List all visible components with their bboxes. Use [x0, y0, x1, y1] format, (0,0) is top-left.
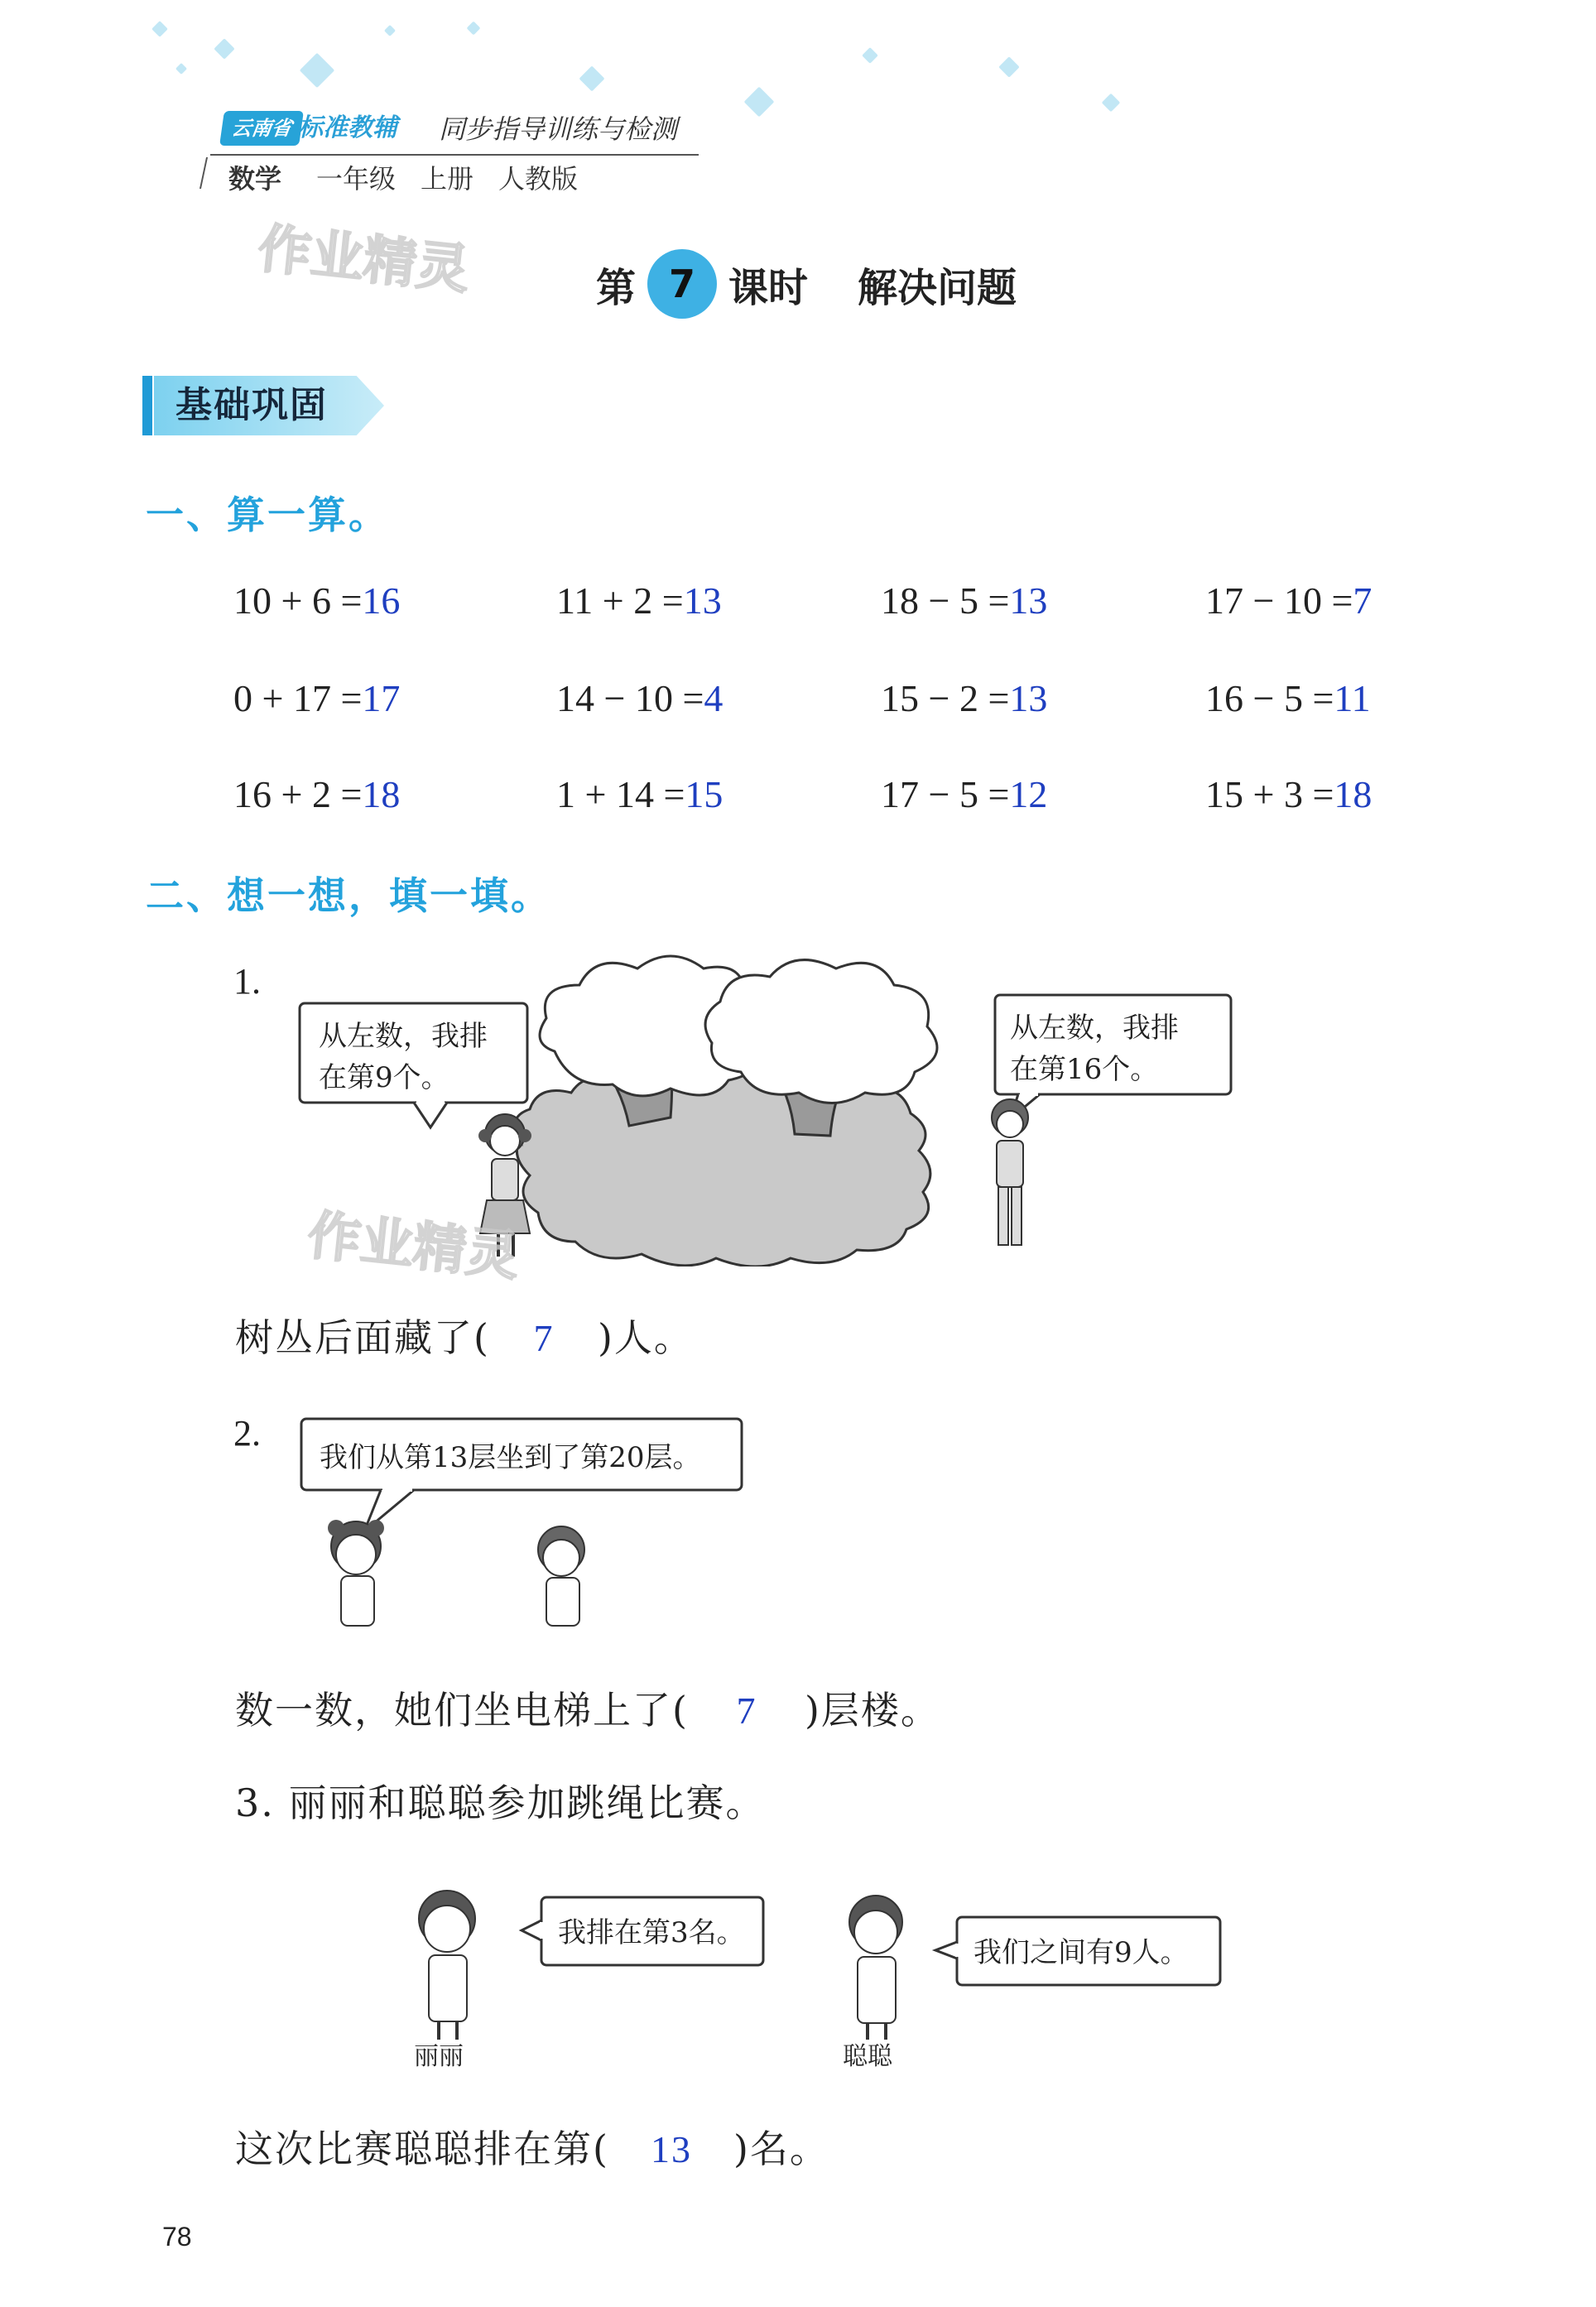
equation-answer: 17 — [362, 677, 401, 719]
question-1-title: 一、算一算。 — [146, 493, 389, 537]
girl-figure-1 — [328, 1520, 384, 1626]
bubble-elevator-text: 我们从第13层坐到了第20层。 — [320, 1441, 701, 1474]
bush-shape — [515, 1067, 930, 1266]
problem-3-answer: 13 — [650, 2128, 692, 2170]
problem-3-prompt: 3. 丽丽和聪聪参加跳绳比赛。 — [235, 1781, 766, 1825]
equation: 1 + 14 =15 — [556, 773, 723, 815]
series-subtitle: 同步指导训练与检测 — [439, 113, 678, 145]
problem-3-number: 3. — [235, 1781, 275, 1825]
equation-answer: 13 — [683, 579, 722, 622]
equation-answer: 13 — [1009, 677, 1048, 719]
equation-answer: 18 — [362, 773, 401, 815]
equation: 0 + 17 =17 — [233, 677, 401, 719]
page-number: 78 — [162, 2222, 192, 2252]
equation: 16 − 5 =11 — [1205, 677, 1371, 719]
lesson-topic: 解决问题 — [858, 264, 1017, 311]
equation-answer: 16 — [362, 579, 401, 622]
equation: 14 − 10 =4 — [556, 677, 723, 719]
congcong-figure — [849, 1896, 902, 2040]
problem-1-sentence: 树丛后面藏了( 7 )人。 — [235, 1315, 694, 1360]
book-volume: 上册 — [421, 163, 474, 195]
series-badge: 云南省 — [219, 111, 304, 146]
name-congcong: 聪聪 — [843, 2042, 892, 2071]
section-banner — [142, 376, 384, 435]
problem-1-number: 1. — [233, 961, 261, 1002]
equation: 15 + 3 =18 — [1205, 773, 1372, 815]
name-lili: 丽丽 — [414, 2042, 464, 2071]
equation-answer: 7 — [1353, 579, 1372, 622]
equation-answer: 15 — [685, 773, 723, 815]
equation-answer: 18 — [1334, 773, 1372, 815]
book-subject: 数学 — [228, 163, 282, 195]
book-grade: 一年级 — [316, 163, 397, 195]
watermark-middle: 作业精灵 — [305, 1204, 522, 1289]
lesson-title — [596, 247, 1017, 321]
equation: 15 − 2 =13 — [881, 677, 1048, 719]
lesson-prefix: 第 — [596, 264, 637, 311]
bubble-lili-text: 我排在第3名。 — [558, 1916, 745, 1949]
elevator-girls-illustration — [290, 1407, 753, 1639]
equation: 11 + 2 =13 — [556, 579, 722, 622]
equation: 17 − 5 =12 — [881, 773, 1048, 815]
header-divider — [210, 154, 699, 156]
section-label: 基础巩固 — [175, 384, 328, 426]
bubble-congcong-text: 我们之间有9人。 — [973, 1936, 1189, 1969]
girl-figure-2 — [538, 1526, 584, 1626]
equation-answer: 4 — [704, 677, 723, 719]
bubble-left-line2: 在第9个。 — [319, 1061, 449, 1094]
equation-answer: 13 — [1009, 579, 1048, 622]
problem-2-answer: 7 — [736, 1689, 757, 1732]
lesson-number-badge: 7 — [647, 249, 717, 319]
bubble-right-line2: 在第16个。 — [1010, 1053, 1159, 1086]
girl-right-figure — [992, 1099, 1028, 1245]
problem-2-sentence: 数一数，她们坐电梯上了( 7 )层楼。 — [235, 1688, 940, 1733]
problem-2-number: 2. — [233, 1413, 261, 1454]
equation-answer: 12 — [1009, 773, 1048, 815]
problem-1-answer: 7 — [533, 1317, 555, 1359]
equation-answer: 11 — [1334, 677, 1371, 719]
book-info — [228, 162, 603, 195]
equation: 17 − 10 =7 — [1205, 579, 1372, 622]
bubble-left-line1: 从左数，我排 — [319, 1020, 488, 1053]
bubble-right-line1: 从左数，我排 — [1010, 1012, 1179, 1045]
jump-rope-illustration — [389, 1862, 1233, 2078]
problem-3-sentence: 这次比赛聪聪排在第( 13 )名。 — [235, 2127, 829, 2171]
equation: 18 − 5 =13 — [881, 579, 1048, 622]
lesson-suffix: 课时 — [728, 264, 809, 311]
series-name: 标准教辅 — [298, 113, 397, 142]
book-edition: 人教版 — [498, 163, 579, 195]
lili-figure — [419, 1891, 475, 2040]
watermark-top: 作业精灵 — [255, 218, 473, 302]
question-2-title: 二、想一想，填一填。 — [146, 873, 551, 918]
equation: 10 + 6 =16 — [233, 579, 401, 622]
equation: 16 + 2 =18 — [233, 773, 401, 815]
header-slash — [200, 157, 208, 189]
